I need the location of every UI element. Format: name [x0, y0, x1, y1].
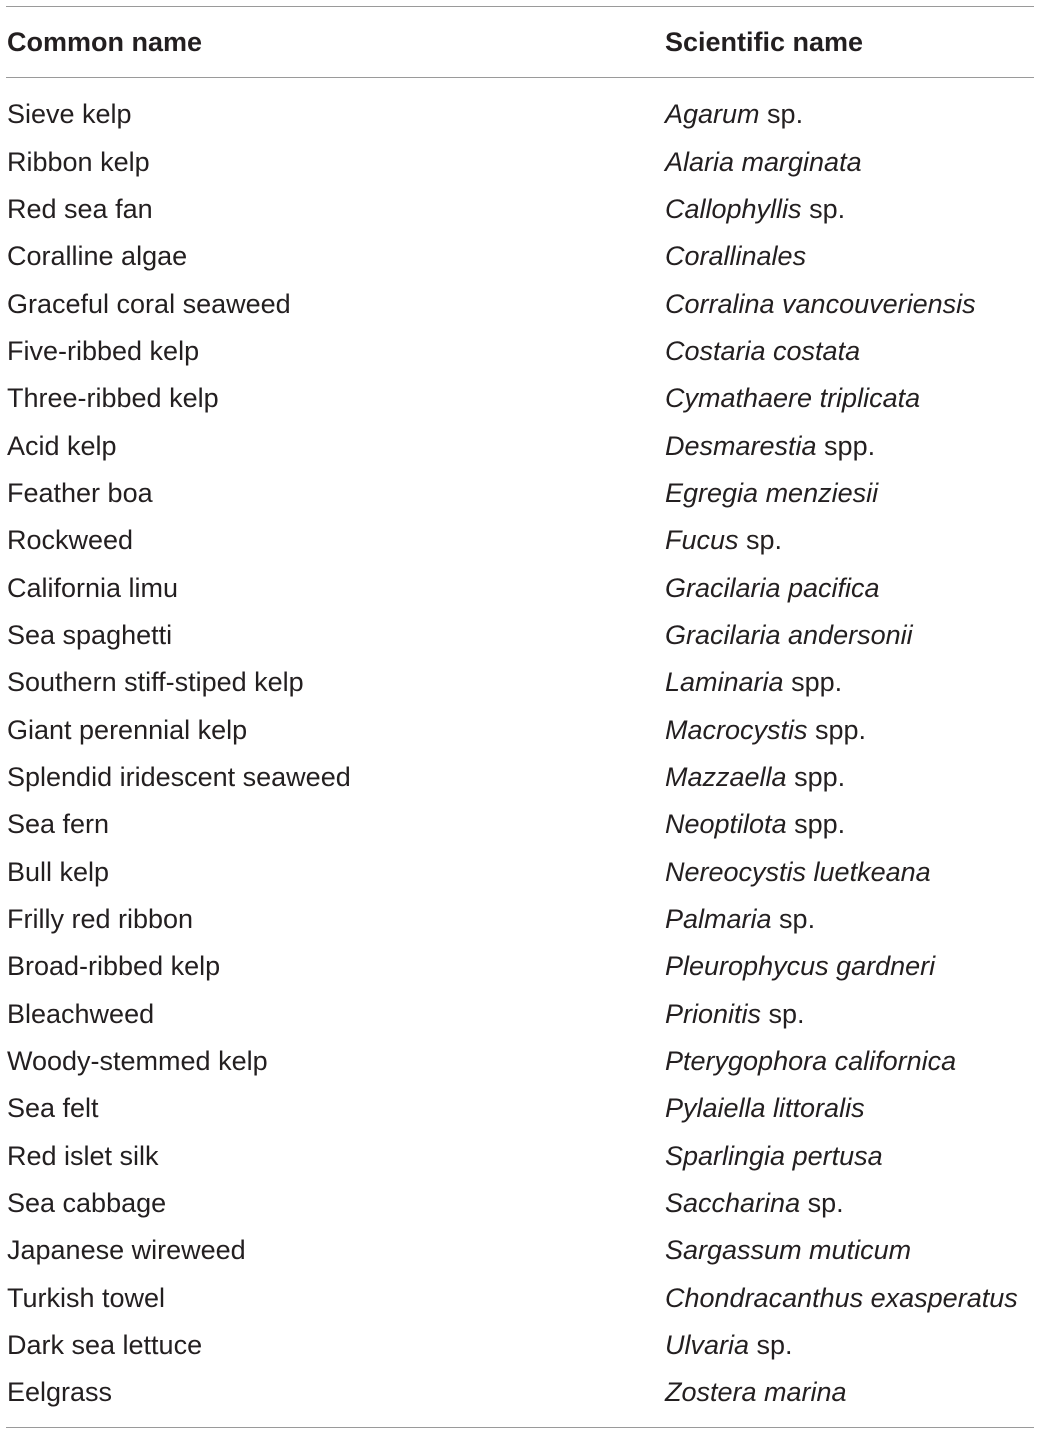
common-name-cell: Southern stiff-stiped kelp	[7, 667, 304, 698]
scientific-name-italic: Alaria marginata	[665, 146, 862, 177]
scientific-name-cell	[665, 856, 1034, 887]
scientific-name-cell	[665, 1190, 1034, 1217]
scientific-name-italic: Fucus	[665, 525, 739, 556]
scientific-name-italic: Desmarestia	[665, 430, 817, 461]
scientific-name-cell	[665, 477, 1034, 508]
table-row	[6, 849, 1034, 896]
scientific-name-italic: Egregia menziesii	[665, 477, 879, 508]
scientific-name-suffix: sp.	[761, 998, 805, 1029]
scientific-name-suffix: sp.	[800, 1188, 844, 1219]
scientific-name-italic: Costaria costata	[665, 335, 861, 366]
table-body	[6, 78, 1034, 1417]
table-row	[6, 943, 1034, 990]
scientific-name-italic: Pleurophycus gardneri	[665, 951, 936, 982]
scientific-name-cell	[665, 619, 1034, 650]
scientific-name-italic: Prionitis	[665, 998, 762, 1029]
scientific-name-italic: Mazzaella	[665, 761, 787, 792]
scientific-name-cell	[665, 335, 1034, 366]
scientific-name-italic: Nereocystis luetkeana	[665, 856, 931, 887]
scientific-name-italic: Ulvaria	[665, 1330, 750, 1361]
scientific-name-cell	[665, 193, 1034, 224]
scientific-name-cell	[665, 288, 1034, 319]
scientific-name-cell	[665, 430, 1034, 461]
scientific-name-italic: Cymathaere triplicata	[665, 383, 921, 414]
scientific-name-italic: Chondracanthus exasperatus	[665, 1282, 1018, 1313]
common-name-cell: Graceful coral seaweed	[7, 288, 291, 319]
scientific-name-italic: Agarum	[665, 99, 760, 130]
table-row	[6, 138, 1034, 185]
table-row	[6, 1180, 1034, 1227]
scientific-name-suffix: spp.	[786, 809, 846, 840]
common-name-cell: Splendid iridescent seaweed	[7, 761, 351, 792]
table-row	[6, 186, 1034, 233]
scientific-name-cell	[665, 998, 1034, 1029]
scientific-name-italic: Pylaiella littoralis	[665, 1093, 865, 1124]
table-row	[6, 422, 1034, 469]
table-row	[6, 801, 1034, 848]
scientific-name-italic: Saccharina	[665, 1188, 801, 1219]
table-row	[6, 375, 1034, 422]
table-row	[6, 991, 1034, 1038]
scientific-name-italic: Corralina vancouveriensis	[665, 288, 976, 319]
table-header-row	[6, 7, 1034, 78]
table-row	[6, 328, 1034, 375]
scientific-name-italic: Laminaria	[665, 667, 784, 698]
common-name-cell: Frilly red ribbon	[7, 904, 194, 935]
scientific-name-cell	[665, 669, 1034, 696]
scientific-name-cell	[665, 714, 1034, 745]
scientific-name-cell	[665, 1140, 1034, 1171]
table-row	[6, 1369, 1034, 1416]
table-row	[6, 1085, 1034, 1132]
common-name-cell: Eelgrass	[7, 1377, 113, 1408]
common-name-cell: Broad-ribbed kelp	[7, 951, 221, 982]
common-name-cell: Feather boa	[7, 477, 153, 508]
table-row	[6, 1038, 1034, 1085]
common-name-cell: Rockweed	[7, 525, 134, 556]
table-row	[6, 470, 1034, 517]
scientific-name-italic: Corallinales	[665, 241, 807, 272]
scientific-name-cell	[665, 385, 1034, 412]
scientific-name-suffix: spp.	[786, 761, 846, 792]
table-row	[6, 233, 1034, 280]
scientific-name-suffix: sp.	[759, 99, 804, 130]
scientific-name-cell	[665, 1282, 1034, 1313]
scientific-name-italic: Sparlingia pertusa	[665, 1140, 883, 1171]
table-row	[6, 1133, 1034, 1180]
scientific-name-cell	[665, 101, 1034, 128]
common-name-cell: Red islet silk	[7, 1140, 159, 1171]
common-name-cell: Red sea fan	[7, 193, 153, 224]
scientific-name-cell	[665, 1332, 1034, 1359]
header-scientific-name: Scientific name	[665, 26, 864, 57]
common-name-cell: Three-ribbed kelp	[7, 383, 219, 414]
scientific-name-cell	[665, 761, 1034, 792]
scientific-name-cell	[665, 572, 1034, 603]
scientific-name-italic: Neoptilota	[665, 809, 787, 840]
common-name-cell: Bull kelp	[7, 856, 110, 887]
table-row	[6, 1322, 1034, 1369]
scientific-name-italic: Callophyllis	[665, 193, 802, 224]
common-name-cell: Five-ribbed kelp	[7, 335, 200, 366]
table-row	[6, 1275, 1034, 1322]
scientific-name-cell	[665, 1048, 1034, 1075]
table-row	[6, 517, 1034, 564]
scientific-name-cell	[665, 906, 1034, 933]
header-common-name: Common name	[7, 26, 203, 57]
scientific-name-italic: Sargassum muticum	[665, 1235, 912, 1266]
common-name-cell: Sieve kelp	[7, 99, 132, 130]
scientific-name-suffix: sp.	[738, 525, 783, 556]
table-row	[6, 659, 1034, 706]
table-row	[6, 564, 1034, 611]
common-name-cell: Bleachweed	[7, 998, 155, 1029]
table-row	[6, 91, 1034, 138]
scientific-name-italic: Pterygophora californica	[665, 1046, 957, 1077]
scientific-name-suffix: sp.	[801, 193, 846, 224]
table-row	[6, 896, 1034, 943]
scientific-name-italic: Gracilaria andersonii	[665, 619, 913, 650]
table-bottom-rule	[6, 1427, 1034, 1428]
scientific-name-cell	[665, 527, 1034, 554]
table-row	[6, 706, 1034, 753]
scientific-name-italic: Palmaria	[665, 904, 772, 935]
scientific-name-italic: Macrocystis	[665, 714, 808, 745]
table-row	[6, 1227, 1034, 1274]
scientific-name-cell	[665, 1237, 1034, 1264]
scientific-name-italic: Zostera marina	[665, 1377, 847, 1408]
scientific-name-suffix: spp.	[783, 667, 843, 698]
common-name-cell: Sea fern	[7, 809, 110, 840]
scientific-name-cell	[665, 243, 1034, 270]
scientific-name-suffix: sp.	[749, 1330, 793, 1361]
scientific-name-italic: Gracilaria pacifica	[665, 572, 880, 603]
scientific-name-cell	[665, 1095, 1034, 1122]
table-row	[6, 612, 1034, 659]
common-name-cell: Coralline algae	[7, 241, 188, 272]
scientific-name-cell	[665, 1379, 1034, 1406]
common-name-cell: Ribbon kelp	[7, 146, 150, 177]
scientific-name-suffix: spp.	[807, 714, 867, 745]
common-name-cell: Giant perennial kelp	[7, 714, 248, 745]
scientific-name-suffix: spp.	[816, 430, 876, 461]
common-name-cell: Turkish towel	[7, 1282, 166, 1313]
common-name-cell: Sea spaghetti	[7, 619, 173, 650]
common-name-cell: Japanese wireweed	[7, 1235, 246, 1266]
species-table	[6, 6, 1034, 1428]
table-row	[6, 280, 1034, 327]
table-row	[6, 754, 1034, 801]
scientific-name-cell	[665, 811, 1034, 838]
scientific-name-suffix: sp.	[771, 904, 816, 935]
common-name-cell: Dark sea lettuce	[7, 1330, 203, 1361]
common-name-cell: Sea felt	[7, 1093, 99, 1124]
common-name-cell: Sea cabbage	[7, 1188, 167, 1219]
scientific-name-cell	[665, 953, 1034, 980]
scientific-name-cell	[665, 146, 1034, 177]
common-name-cell: California limu	[7, 572, 179, 603]
common-name-cell: Woody-stemmed kelp	[7, 1046, 268, 1077]
common-name-cell: Acid kelp	[7, 430, 117, 461]
